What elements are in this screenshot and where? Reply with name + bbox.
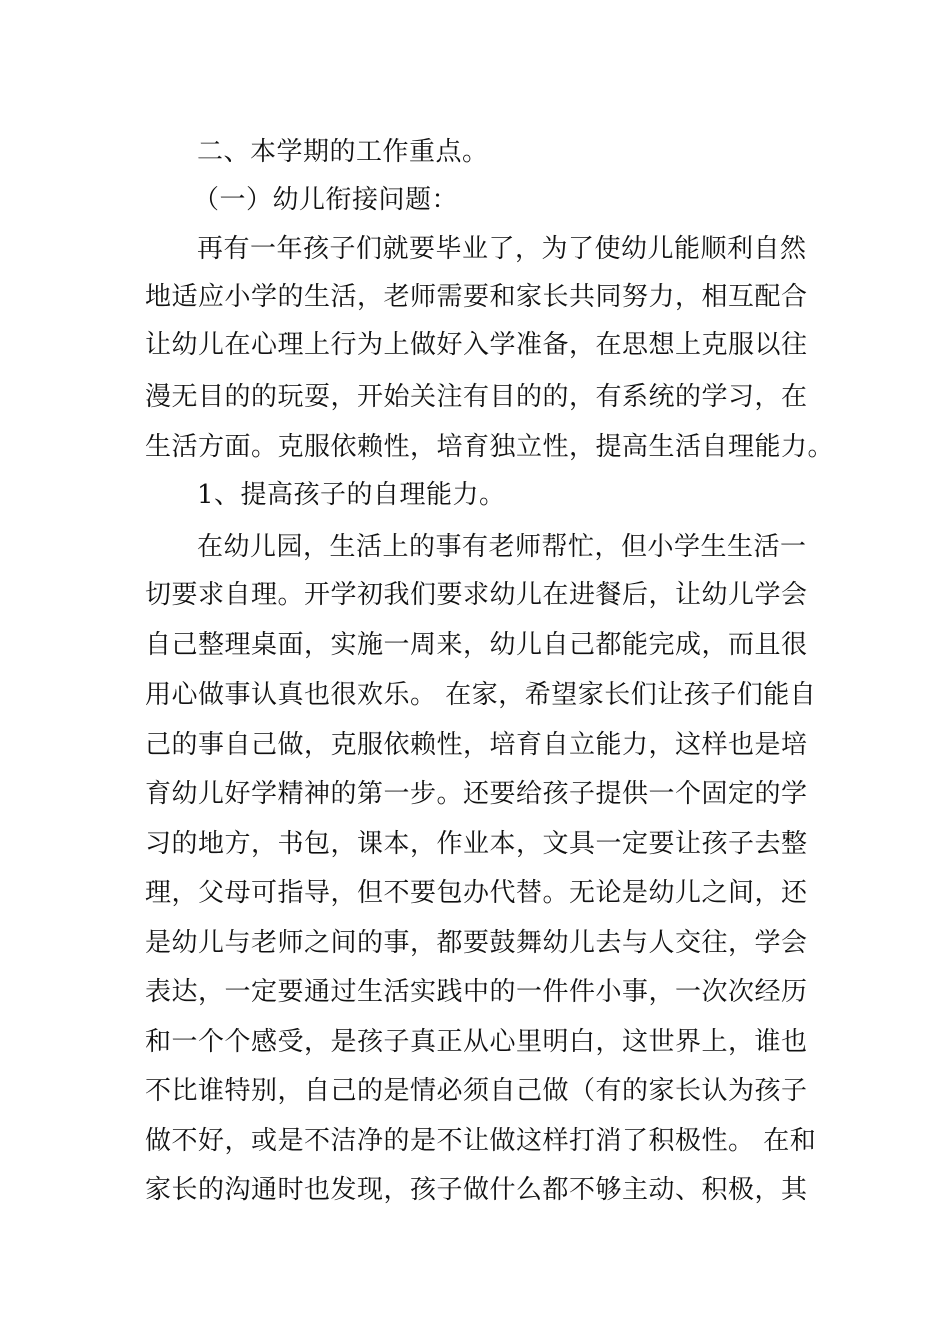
paragraph-line: 己的事自己做，克服依赖性，培育自立能力，这样也是培 [145, 730, 808, 760]
paragraph-line: 地适应小学的生活，老师需要和家长共同努力，相互配合 [145, 282, 808, 312]
paragraph-line: 习的地方，书包，课本，作业本，文具一定要让孩子去整 [145, 829, 808, 859]
paragraph-line: 理，父母可指导，但不要包办代替。无论是幼儿之间，还 [145, 878, 808, 908]
paragraph-line: 自己整理桌面，实施一周来，幼儿自己都能完成，而且很 [145, 630, 808, 660]
paragraph-line: 用心做事认真也很欢乐。 在家，希望家长们让孩子们能自 [145, 680, 817, 710]
paragraph-line: 表达，一定要通过生活实践中的一件件小事，一次次经历 [145, 977, 808, 1007]
item-heading: 1、提高孩子的自理能力。 [197, 480, 506, 510]
paragraph-line: 让幼儿在心理上行为上做好入学准备，在思想上克服以往 [145, 330, 808, 360]
section-heading: 二、本学期的工作重点。 [197, 137, 489, 167]
paragraph-line: 和一个个感受，是孩子真正从心里明白，这世界上，谁也 [145, 1027, 808, 1057]
paragraph-line: 切要求自理。开学初我们要求幼儿在进餐后，让幼儿学会 [145, 580, 808, 610]
paragraph-line: 漫无目的的玩耍，开始关注有目的的，有系统的学习，在 [145, 382, 808, 412]
paragraph-line: 在幼儿园，生活上的事有老师帮忙，但小学生生活一 [197, 532, 807, 562]
subsection-heading: （一）幼儿衔接问题： [193, 185, 459, 215]
paragraph-line: 育幼儿好学精神的第一步。还要给孩子提供一个固定的学 [145, 779, 808, 809]
paragraph-line: 不比谁特别，自己的是情必须自己做（有的家长认为孩子 [145, 1076, 808, 1106]
paragraph-line: 再有一年孩子们就要毕业了，为了使幼儿能顺利自然 [197, 234, 807, 264]
paragraph-line: 是幼儿与老师之间的事，都要鼓舞幼儿去与人交往，学会 [145, 928, 808, 958]
paragraph-line: 做不好，或是不洁净的是不让做这样打消了积极性。 在和 [145, 1126, 817, 1156]
paragraph-line: 家长的沟通时也发现，孩子做什么都不够主动、积极，其 [145, 1175, 808, 1205]
paragraph-line: 生活方面。克服依赖性，培育独立性，提高生活自理能力。 [145, 432, 835, 462]
